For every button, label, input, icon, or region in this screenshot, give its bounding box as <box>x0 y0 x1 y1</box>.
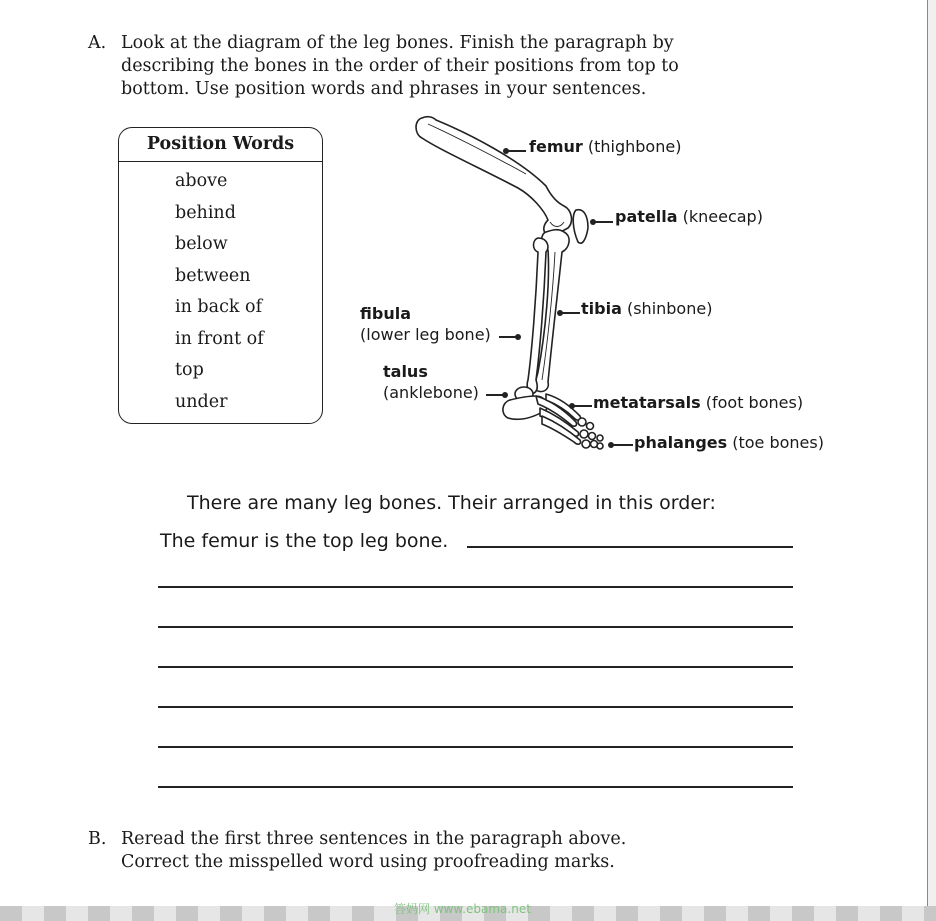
section-b-text <box>121 828 731 874</box>
position-words-box <box>118 127 323 424</box>
fibula-name: fibula <box>360 304 411 323</box>
femur-bone <box>416 117 571 236</box>
patella-leader-line <box>593 221 613 223</box>
fibula-label <box>360 304 411 324</box>
watermark-cn: 答妈网 <box>394 902 431 916</box>
femur-label <box>529 137 681 157</box>
metatarsals-bones <box>536 394 581 444</box>
tibia-common-name: (shinbone) <box>626 299 713 318</box>
position-word: under <box>175 391 228 412</box>
writing-line[interactable] <box>158 586 793 588</box>
position-word: top <box>175 360 204 380</box>
metatarsals-common-name: (foot bones) <box>705 393 804 412</box>
talus-leader-dot <box>502 392 508 398</box>
position-word: between <box>175 265 251 286</box>
writing-line[interactable] <box>158 786 793 788</box>
section-b-line: Correct the misspelled word using proofreading marks. <box>121 852 615 872</box>
talus-common-label <box>383 383 479 403</box>
writing-line[interactable] <box>158 706 793 708</box>
writing-line[interactable] <box>158 626 793 628</box>
phalanges-label <box>634 433 824 453</box>
watermark-url: www.ebama.net <box>433 902 531 916</box>
section-a-line: describing the bones in the order of their positions from top to <box>121 56 679 76</box>
section-b-line: Reread the first three sentences in the paragraph above. <box>121 829 627 849</box>
femur-leader-line <box>506 150 526 152</box>
talus-name: talus <box>383 362 428 381</box>
talus-common-name: (anklebone) <box>383 383 479 402</box>
page-edge <box>927 0 936 906</box>
femur-common-name: (thighbone) <box>587 137 682 156</box>
position-word: above <box>175 171 228 191</box>
metatarsals-name: metatarsals <box>593 393 701 412</box>
position-words-title: Position Words <box>119 128 322 162</box>
phalanges-bones <box>578 418 603 449</box>
paragraph-first-sentence: The femur is the top leg bone. <box>160 530 449 552</box>
fibula-common-label <box>360 325 491 345</box>
patella-name: patella <box>615 207 678 226</box>
section-a-marker: A. <box>88 33 107 53</box>
metatarsals-leader-line <box>572 405 592 407</box>
position-words-list <box>175 170 264 422</box>
phalanges-common-name: (toe bones) <box>732 433 824 452</box>
talus-label <box>383 362 428 382</box>
position-word: in front of <box>175 328 264 349</box>
tibia-label <box>581 299 712 319</box>
metatarsals-label <box>593 393 803 413</box>
femur-name: femur <box>529 137 583 156</box>
fibula-leader-dot <box>515 334 521 340</box>
patella-bone <box>573 210 588 244</box>
phalanges-leader-line <box>611 444 633 446</box>
paragraph-intro: There are many leg bones. Their arranged in this order: <box>187 492 716 514</box>
writing-line[interactable] <box>467 546 793 548</box>
writing-line[interactable] <box>158 666 793 668</box>
section-b-marker: B. <box>88 829 107 849</box>
section-a-line: bottom. Use position words and phrases in your sentences. <box>121 79 647 99</box>
watermark <box>394 900 531 917</box>
position-word: below <box>175 234 228 254</box>
writing-line[interactable] <box>158 746 793 748</box>
tibia-name: tibia <box>581 299 622 318</box>
patella-common-name: (kneecap) <box>682 207 763 226</box>
fibula-common-name: (lower leg bone) <box>360 325 491 344</box>
phalanges-name: phalanges <box>634 433 728 452</box>
section-a-line: Look at the diagram of the leg bones. Finish the paragraph by <box>121 33 674 53</box>
patella-label <box>615 207 763 227</box>
section-a-text <box>121 32 731 101</box>
position-word: in back of <box>175 297 263 317</box>
position-word: behind <box>175 202 236 223</box>
tibia-leader-line <box>560 312 580 314</box>
